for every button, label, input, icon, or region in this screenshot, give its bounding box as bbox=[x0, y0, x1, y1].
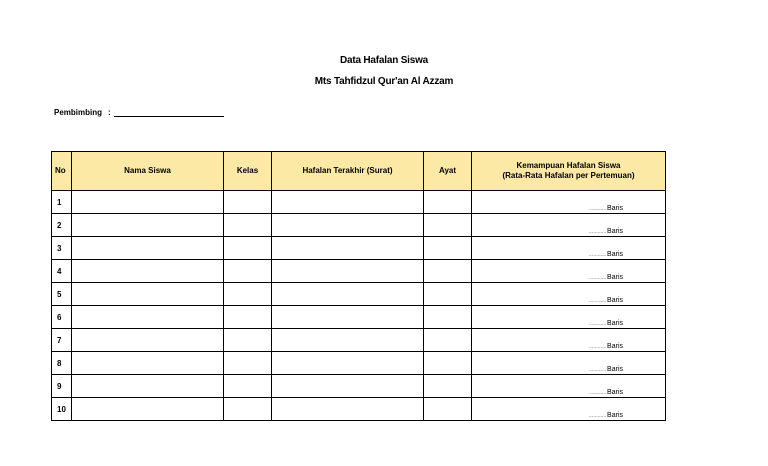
hafalan-terakhir-cell[interactable] bbox=[272, 352, 424, 375]
nama-siswa-cell[interactable] bbox=[72, 191, 224, 214]
ayat-cell[interactable] bbox=[424, 214, 472, 237]
kemampuan-unit: Baris bbox=[607, 251, 623, 258]
ayat-cell[interactable] bbox=[424, 398, 472, 421]
row-number: 5 bbox=[52, 283, 72, 306]
kemampuan-cell[interactable] bbox=[472, 306, 666, 329]
pembimbing-field bbox=[54, 108, 224, 117]
row-number: 9 bbox=[52, 375, 72, 398]
school-name: Mts Tahfidzul Qur'an Al Azzam bbox=[314, 76, 454, 87]
table-row bbox=[52, 398, 666, 421]
hafalan-table bbox=[51, 151, 666, 421]
ayat-cell[interactable] bbox=[424, 375, 472, 398]
table-row bbox=[52, 214, 666, 237]
row-number: 4 bbox=[52, 260, 72, 283]
kemampuan-dots: ............ bbox=[588, 228, 607, 235]
nama-siswa-cell[interactable] bbox=[72, 214, 224, 237]
hafalan-terakhir-cell[interactable] bbox=[272, 306, 424, 329]
kemampuan-unit: Baris bbox=[607, 366, 623, 373]
pembimbing-label: Pembimbing bbox=[54, 108, 103, 117]
nama-siswa-cell[interactable] bbox=[72, 237, 224, 260]
document-title: Data Hafalan Siswa bbox=[339, 55, 429, 66]
kemampuan-unit: Baris bbox=[607, 320, 623, 327]
row-number: 3 bbox=[52, 237, 72, 260]
kelas-cell[interactable] bbox=[224, 352, 272, 375]
header-kemampuan-line1: Kemampuan Hafalan Siswa bbox=[516, 161, 621, 170]
ayat-cell[interactable] bbox=[424, 329, 472, 352]
nama-siswa-cell[interactable] bbox=[72, 283, 224, 306]
nama-siswa-cell[interactable] bbox=[72, 375, 224, 398]
hafalan-terakhir-cell[interactable] bbox=[272, 237, 424, 260]
kelas-cell[interactable] bbox=[224, 191, 272, 214]
ayat-cell[interactable] bbox=[424, 191, 472, 214]
hafalan-terakhir-cell[interactable] bbox=[272, 329, 424, 352]
ayat-cell[interactable] bbox=[424, 283, 472, 306]
kemampuan-unit: Baris bbox=[607, 205, 623, 212]
row-number: 7 bbox=[52, 329, 72, 352]
row-number: 8 bbox=[52, 352, 72, 375]
kemampuan-dots: ............ bbox=[588, 297, 607, 304]
hafalan-terakhir-cell[interactable] bbox=[272, 260, 424, 283]
table-row bbox=[52, 260, 666, 283]
ayat-cell[interactable] bbox=[424, 237, 472, 260]
header-kelas: Kelas bbox=[224, 152, 272, 191]
kemampuan-dots: ............ bbox=[588, 343, 607, 350]
header-ayat: Ayat bbox=[424, 152, 472, 191]
ayat-cell[interactable] bbox=[424, 306, 472, 329]
kemampuan-dots: ............ bbox=[588, 389, 607, 396]
hafalan-terakhir-cell[interactable] bbox=[272, 398, 424, 421]
header-hafalan-terakhir: Hafalan Terakhir (Surat) bbox=[272, 152, 424, 191]
kelas-cell[interactable] bbox=[224, 214, 272, 237]
row-number: 2 bbox=[52, 214, 72, 237]
nama-siswa-cell[interactable] bbox=[72, 260, 224, 283]
kemampuan-cell[interactable] bbox=[472, 237, 666, 260]
table-row bbox=[52, 375, 666, 398]
ayat-cell[interactable] bbox=[424, 260, 472, 283]
table-body bbox=[52, 191, 666, 421]
kemampuan-unit: Baris bbox=[607, 297, 623, 304]
hafalan-terakhir-cell[interactable] bbox=[272, 283, 424, 306]
kelas-cell[interactable] bbox=[224, 283, 272, 306]
kemampuan-dots: ............ bbox=[588, 205, 607, 212]
header-kemampuan bbox=[472, 152, 666, 191]
kemampuan-cell[interactable] bbox=[472, 283, 666, 306]
kemampuan-unit: Baris bbox=[607, 274, 623, 281]
kemampuan-dots: ............ bbox=[588, 274, 607, 281]
nama-siswa-cell[interactable] bbox=[72, 398, 224, 421]
kemampuan-cell[interactable] bbox=[472, 260, 666, 283]
kemampuan-dots: ............ bbox=[588, 251, 607, 258]
kelas-cell[interactable] bbox=[224, 306, 272, 329]
nama-siswa-cell[interactable] bbox=[72, 306, 224, 329]
kemampuan-dots: ............ bbox=[588, 366, 607, 373]
kelas-cell[interactable] bbox=[224, 237, 272, 260]
kemampuan-cell[interactable] bbox=[472, 191, 666, 214]
hafalan-terakhir-cell[interactable] bbox=[272, 375, 424, 398]
kemampuan-dots: ............ bbox=[588, 412, 607, 419]
kemampuan-cell[interactable] bbox=[472, 375, 666, 398]
pembimbing-blank-line[interactable] bbox=[114, 108, 224, 117]
kemampuan-cell[interactable] bbox=[472, 352, 666, 375]
kemampuan-dots: ............ bbox=[588, 320, 607, 327]
kemampuan-unit: Baris bbox=[607, 389, 623, 396]
table-row bbox=[52, 352, 666, 375]
hafalan-terakhir-cell[interactable] bbox=[272, 214, 424, 237]
kelas-cell[interactable] bbox=[224, 375, 272, 398]
kemampuan-unit: Baris bbox=[607, 412, 623, 419]
kelas-cell[interactable] bbox=[224, 329, 272, 352]
kemampuan-unit: Baris bbox=[607, 228, 623, 235]
header-nama-siswa: Nama Siswa bbox=[72, 152, 224, 191]
row-number: 1 bbox=[52, 191, 72, 214]
kelas-cell[interactable] bbox=[224, 260, 272, 283]
kelas-cell[interactable] bbox=[224, 398, 272, 421]
kemampuan-cell[interactable] bbox=[472, 214, 666, 237]
table-row bbox=[52, 329, 666, 352]
row-number: 10 bbox=[52, 398, 72, 421]
header-no: No bbox=[52, 152, 72, 191]
kemampuan-cell[interactable] bbox=[472, 398, 666, 421]
table-header-row bbox=[52, 152, 666, 191]
table-row bbox=[52, 283, 666, 306]
kemampuan-cell[interactable] bbox=[472, 329, 666, 352]
table-row bbox=[52, 306, 666, 329]
nama-siswa-cell[interactable] bbox=[72, 329, 224, 352]
table-row bbox=[52, 237, 666, 260]
hafalan-terakhir-cell[interactable] bbox=[272, 191, 424, 214]
ayat-cell[interactable] bbox=[424, 352, 472, 375]
row-number: 6 bbox=[52, 306, 72, 329]
nama-siswa-cell[interactable] bbox=[72, 352, 224, 375]
header-kemampuan-line2: (Rata-Rata Hafalan per Pertemuan) bbox=[502, 171, 635, 180]
pembimbing-colon: : bbox=[108, 108, 111, 117]
kemampuan-unit: Baris bbox=[607, 343, 623, 350]
table-row bbox=[52, 191, 666, 214]
